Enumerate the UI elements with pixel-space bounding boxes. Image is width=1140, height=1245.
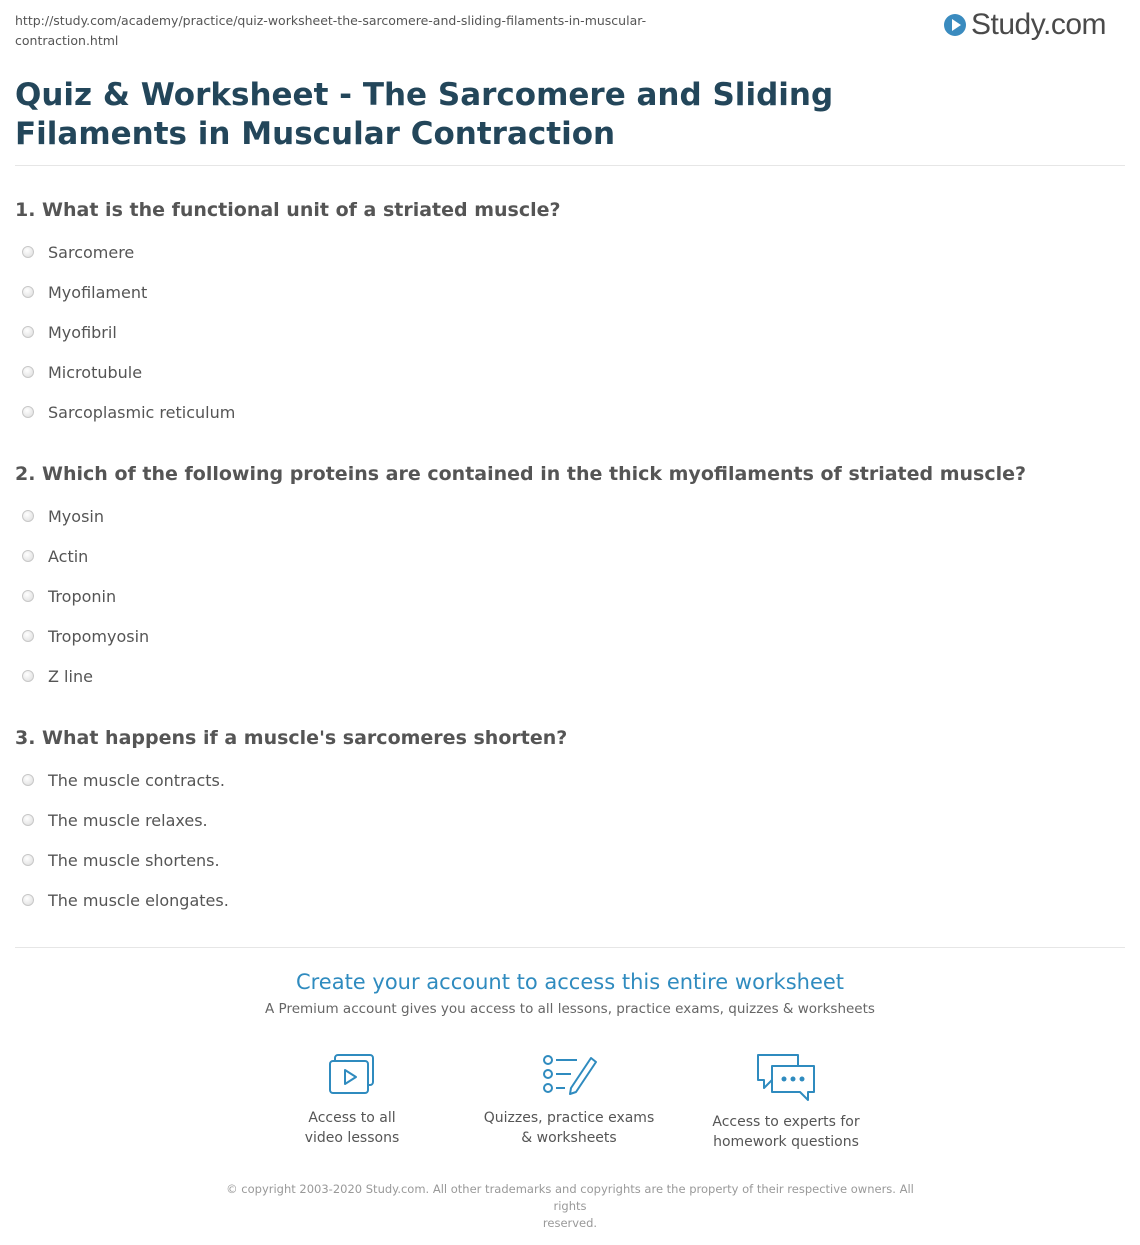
play-circle-icon [944,14,966,36]
feature-label [459,1108,679,1148]
option-label: The muscle shortens. [48,850,220,870]
radio-button[interactable] [22,366,34,378]
option-label: Myofibril [48,322,117,342]
page-url: http://study.com/academy/practice/quiz-worksheet-the-sarcomere-and-sliding-filaments-in-muscular-contraction.html [15,13,647,48]
option-q2-b[interactable] [22,545,88,567]
radio-button[interactable] [22,670,34,682]
radio-button[interactable] [22,246,34,258]
option-label: Sarcoplasmic reticulum [48,402,236,422]
feature-quizzes [459,1052,679,1148]
page-title: Quiz & Worksheet - The Sarcomere and Sliding Filaments in Muscular Contraction [15,77,834,152]
radio-button[interactable] [22,854,34,866]
option-label: Myofilament [48,282,148,302]
option-q1-a[interactable] [22,241,134,263]
quiz-checklist-icon [541,1052,597,1098]
option-q2-c[interactable] [22,585,116,607]
radio-button[interactable] [22,774,34,786]
question-2: 2. Which of the following proteins are contained in the thick myofilaments of striated muscle? [15,463,1027,485]
feature-label-line1: Access to experts for [712,1114,860,1130]
feature-experts [676,1052,896,1152]
feature-video-lessons [242,1052,462,1148]
option-q3-b[interactable] [22,809,208,831]
option-q3-d[interactable] [22,889,229,911]
radio-button[interactable] [22,814,34,826]
option-label: Tropomyosin [48,626,150,646]
option-q2-a[interactable] [22,505,104,527]
option-q2-d[interactable] [22,625,149,647]
radio-button[interactable] [22,326,34,338]
copyright-line2: reserved. [542,1216,598,1230]
radio-button[interactable] [22,590,34,602]
question-1: 1. What is the functional unit of a striated muscle? [15,199,561,221]
divider [15,947,1125,948]
feature-label-line1: Access to all [308,1110,396,1126]
option-label: Microtubule [48,362,143,382]
feature-label-line1: Quizzes, practice exams [483,1110,655,1126]
option-label: The muscle relaxes. [48,810,208,830]
option-label: Sarcomere [48,242,135,262]
video-lessons-icon [326,1052,378,1098]
radio-button[interactable] [22,630,34,642]
radio-button[interactable] [22,510,34,522]
option-q2-e[interactable] [22,665,93,687]
option-q1-b[interactable] [22,281,147,303]
option-label: Troponin [48,586,117,606]
copyright-line1: © copyright 2003-2020 Study.com. All other trademarks and copyrights are the property of their respective owners. All rights [226,1182,914,1213]
feature-label-line2: video lessons [304,1130,400,1146]
option-label: The muscle contracts. [48,770,225,790]
radio-button[interactable] [22,550,34,562]
option-q1-d[interactable] [22,361,142,383]
radio-button[interactable] [22,894,34,906]
option-q1-e[interactable] [22,401,235,423]
question-3: 3. What happens if a muscle's sarcomeres shorten? [15,727,568,749]
divider [15,165,1125,166]
option-label: Actin [48,546,89,566]
option-label: The muscle elongates. [48,890,229,910]
copyright-notice [215,1181,925,1232]
create-account-link[interactable]: Create your account to access this entire worksheet [295,970,845,994]
feature-label [676,1112,896,1152]
chat-bubbles-icon [754,1052,818,1102]
radio-button[interactable] [22,286,34,298]
radio-button[interactable] [22,406,34,418]
feature-label-line2: homework questions [713,1134,859,1150]
option-q1-c[interactable] [22,321,117,343]
cta-subtitle: A Premium account gives you access to all lessons, practice exams, quizzes & worksheets [265,1001,875,1017]
option-q3-c[interactable] [22,849,220,871]
logo-text: Study.com [971,8,1106,41]
option-label: Z line [48,666,93,686]
study-logo[interactable] [944,9,1106,41]
option-label: Myosin [48,506,104,526]
feature-label [242,1108,462,1148]
feature-label-line2: & worksheets [521,1130,617,1146]
option-q3-a[interactable] [22,769,225,791]
